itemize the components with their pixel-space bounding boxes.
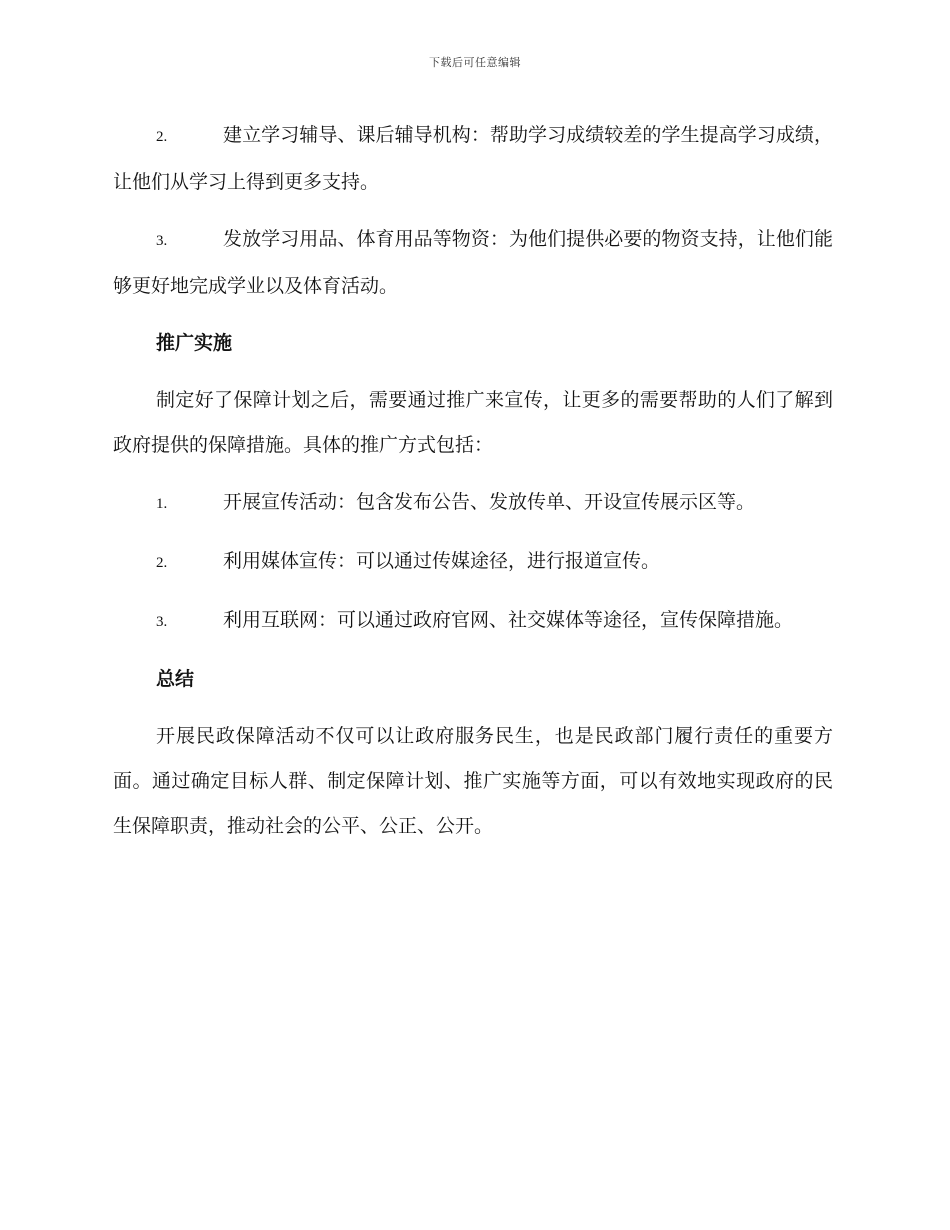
list-number: 1. xyxy=(156,496,168,512)
list-number: 2. xyxy=(156,129,168,145)
list-item xyxy=(113,217,833,309)
list-number: 2. xyxy=(156,555,168,571)
document-body xyxy=(113,113,833,861)
list-item xyxy=(113,480,833,527)
list-number: 3. xyxy=(156,233,168,249)
list-item-text: 利用媒体宣传：可以通过传媒途径，进行报道宣传。 xyxy=(223,550,661,572)
paragraph: 开展民政保障活动不仅可以让政府服务民生，也是民政部门履行责任的重要方面。通过确定目标人群、制定保障计划、推广实施等方面，可以有效地实现政府的民生保障职责，推动社会的公平、公正、公开。 xyxy=(113,725,833,837)
paragraph: 制定好了保障计划之后，需要通过推广来宣传，让更多的需要帮助的人们了解到政府提供的保障措施。具体的推广方式包括： xyxy=(113,389,833,456)
list-item xyxy=(113,598,833,645)
list-item-text: 发放学习用品、体育用品等物资：为他们提供必要的物资支持，让他们能够更好地完成学业以及体育活动。 xyxy=(113,228,833,297)
section-heading-promotion: 推广实施 xyxy=(156,332,233,354)
list-number: 3. xyxy=(156,614,168,630)
list-item xyxy=(113,113,833,205)
list-item-text: 开展宣传活动：包含发布公告、发放传单、开设宣传展示区等。 xyxy=(223,491,756,513)
page-header: 下载后可任意编辑 xyxy=(429,56,521,69)
section-heading-summary: 总结 xyxy=(156,668,195,690)
list-item xyxy=(113,539,833,586)
list-item-text: 建立学习辅导、课后辅导机构：帮助学习成绩较差的学生提高学习成绩，让他们从学习上得到更多支持。 xyxy=(113,124,833,193)
list-item-text: 利用互联网：可以通过政府官网、社交媒体等途径，宣传保障措施。 xyxy=(223,609,794,631)
